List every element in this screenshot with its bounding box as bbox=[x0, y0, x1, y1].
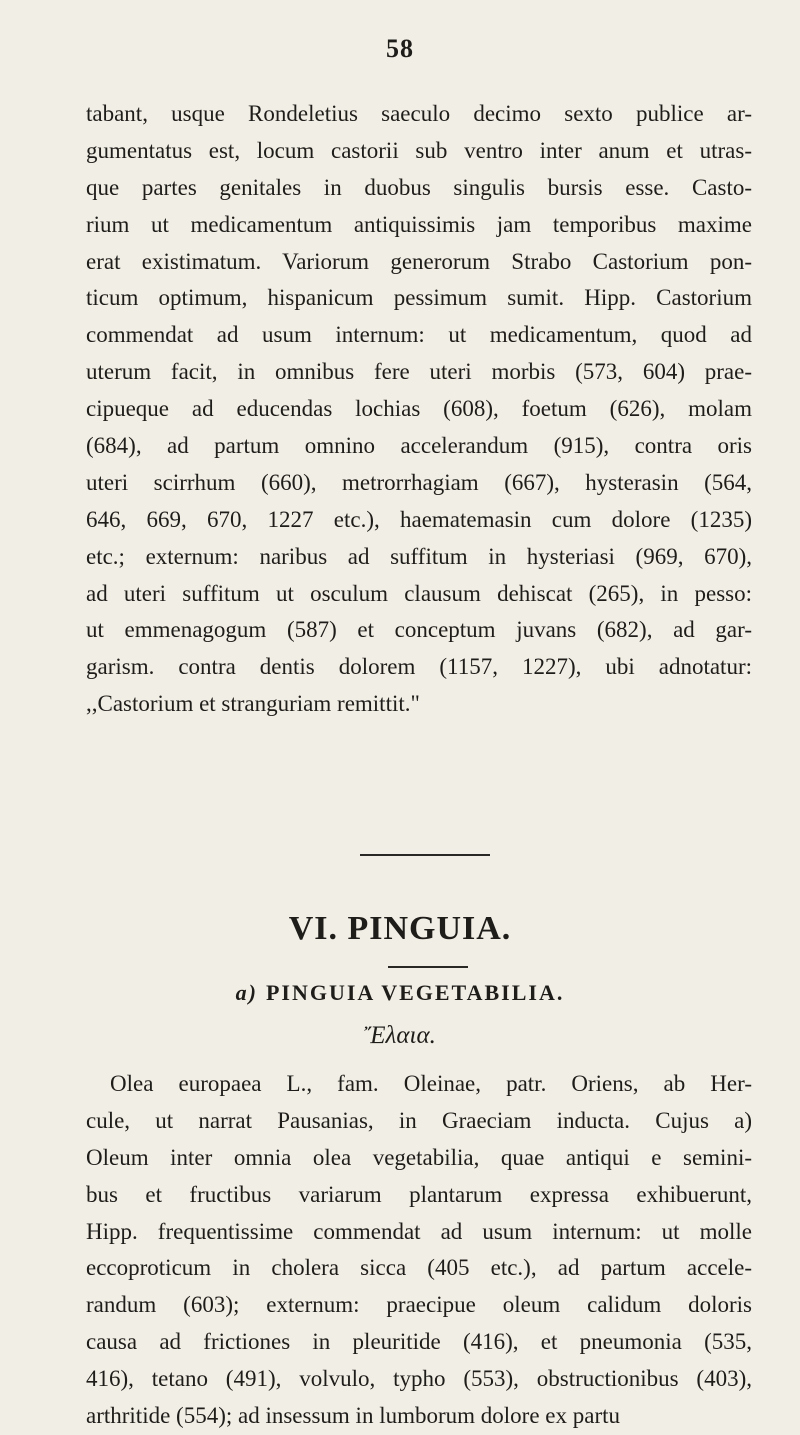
text-line: etc.; externum: naribus ad suffitum in hysteriasi (969, 670), bbox=[86, 543, 752, 569]
section-divider bbox=[360, 854, 490, 856]
text-line: ,,Castorium et stranguriam remittit." bbox=[86, 691, 420, 717]
paragraph-castorium bbox=[86, 96, 752, 723]
text-line: garism. contra dentis dolorem (1157, 1227), ubi adnotatur: bbox=[86, 654, 752, 680]
text-line: Olea europaea L., fam. Oleinae, patr. Oriens, ab Her- bbox=[110, 1071, 752, 1096]
text-line: ad uteri suffitum ut osculum clausum dehiscat (265), in pesso: bbox=[86, 580, 752, 606]
text-line: cipueque ad educendas lochias (608), foetum (626), molam bbox=[86, 396, 752, 422]
text-line: eccoproticum in cholera sicca (405 etc.), ad partum accele- bbox=[86, 1255, 752, 1281]
title-underline bbox=[388, 966, 468, 968]
greek-heading: Ἔλαια. bbox=[364, 1022, 436, 1049]
page-number: 58 bbox=[386, 34, 414, 63]
section-title: VI. PINGUIA. bbox=[288, 910, 512, 947]
text-line: gumentatus est, locum castorii sub ventro inter anum et utras- bbox=[86, 137, 752, 163]
text-line: que partes genitales in duobus singulis bursis esse. Casto- bbox=[86, 174, 752, 200]
text-line: 416), tetano (491), volvulo, typho (553), obstructionibus (403), bbox=[86, 1366, 752, 1392]
text-line: tabant, usque Rondeletius saeculo decimo sexto publice ar- bbox=[86, 101, 752, 126]
subsection-heading: PINGUIA VEGETABILIA. bbox=[265, 980, 565, 1005]
text-line: randum (603); externum: praecipue oleum calidum doloris bbox=[86, 1292, 752, 1318]
text-line: rium ut medicamentum antiquissimis jam temporibus maxime bbox=[86, 211, 752, 237]
text-line: cule, ut narrat Pausanias, in Graeciam inducta. Cujus a) bbox=[86, 1107, 752, 1133]
text-line: erat existimatum. Variorum generorum Strabo Castorium pon- bbox=[86, 248, 752, 274]
text-line: Oleum inter omnia olea vegetabilia, quae antiqui e semini- bbox=[86, 1144, 752, 1170]
text-line: uteri scirrhum (660), metrorrhagiam (667), hysterasin (564, bbox=[86, 469, 752, 495]
text-line: causa ad frictiones in pleuritide (416), et pneumonia (535, bbox=[86, 1329, 752, 1355]
subsection-label: a) bbox=[235, 980, 258, 1005]
text-line: ticum optimum, hispanicum pessimum sumit. Hipp. Castorium bbox=[86, 285, 752, 311]
text-line: commendat ad usum internum: ut medicamentum, quod ad bbox=[86, 322, 752, 348]
text-line: 646, 669, 670, 1227 etc.), haematemasin cum dolore (1235) bbox=[86, 506, 752, 532]
text-line: uterum facit, in omnibus fere uteri morbis (573, 604) prae- bbox=[86, 359, 752, 385]
text-line: Hipp. frequentissime commendat ad usum internum: ut molle bbox=[86, 1218, 752, 1244]
paragraph-olea bbox=[86, 1066, 752, 1435]
subsection-title bbox=[0, 980, 800, 1006]
text-line: bus et fructibus variarum plantarum expressa exhibuerunt, bbox=[86, 1181, 752, 1207]
text-line: (684), ad partum omnino accelerandum (915), contra oris bbox=[86, 433, 752, 459]
text-line: ut emmenagogum (587) et conceptum juvans (682), ad gar- bbox=[86, 617, 752, 643]
text-line: arthritide (554); ad insessum in lumborum dolore ex partu bbox=[86, 1403, 620, 1429]
